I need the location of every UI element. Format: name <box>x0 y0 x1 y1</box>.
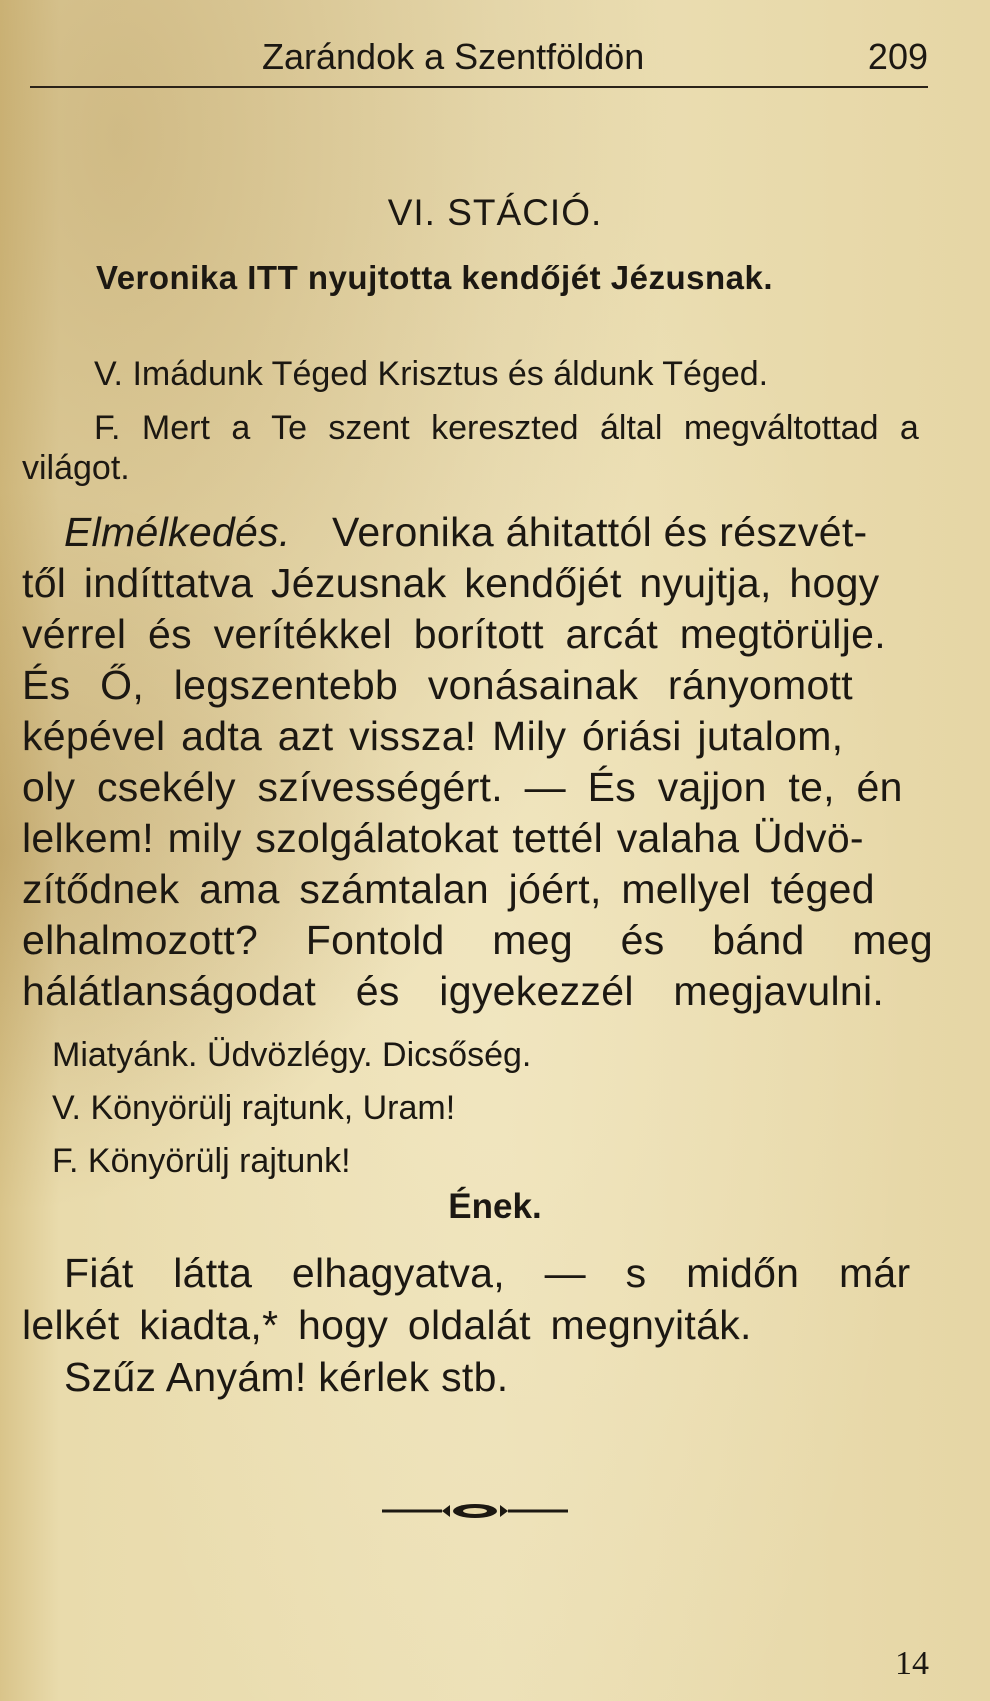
song-line-3: Szűz Anyám! kérlek stb. <box>64 1354 509 1400</box>
response-line-1: F. Mert a Te szent kereszted által megváltottad a <box>94 409 919 447</box>
response-line-2: világot. <box>22 449 130 487</box>
signature-mark: 14 <box>895 1645 929 1682</box>
song-title: Ének. <box>448 1187 542 1226</box>
song-line-2: lelkét kiadta,* hogy oldalát megnyiták. <box>22 1302 752 1348</box>
meditation-line-9: elhalmozott? Fontold meg és bánd meg <box>22 917 934 963</box>
page-number: 209 <box>867 36 928 77</box>
header-rule <box>30 86 928 88</box>
meditation-line-7: lelkem! mily szolgálatokat tettél valaha Üdvö- <box>22 815 864 861</box>
prayer-versicle: V. Könyörülj rajtunk, Uram! <box>52 1089 456 1127</box>
prayer-response: F. Könyörülj rajtunk! <box>52 1142 351 1180</box>
ornament-divider <box>380 1500 570 1522</box>
station-title: VI. STÁCIÓ. <box>387 192 603 233</box>
meditation-line-2: től indíttatva Jézusnak kendőjét nyujtja, hogy <box>22 560 880 606</box>
song-line-1: Fiát látta elhagyatva, — s midőn már <box>64 1250 911 1296</box>
meditation-line-3: vérrel és verítékkel borított arcát megtörülje. <box>22 611 886 657</box>
meditation-label: Elmélkedés. <box>64 509 291 555</box>
meditation-line-10: hálátlanságodat és igyekezzél megjavulni. <box>22 968 885 1014</box>
meditation-line-1 <box>64 509 928 556</box>
running-head <box>232 28 928 86</box>
station-subtitle: Veronika ITT nyujtotta kendőjét Jézusnak. <box>96 259 773 296</box>
meditation-line-8: zítődnek ama számtalan jóért, mellyel téged <box>22 866 875 912</box>
meditation-text: Veronika áhitattól és részvét- <box>332 509 868 555</box>
meditation-line-6: oly csekély szívességért. — És vajjon te, én <box>22 764 903 810</box>
ornament-divider-icon <box>380 1500 570 1522</box>
prayers-line: Miatyánk. Üdvözlégy. Dicsőség. <box>52 1036 532 1074</box>
meditation-line-4: És Ő, legszentebb vonásainak rányomott <box>22 662 853 708</box>
versicle-line: V. Imádunk Téged Krisztus és áldunk Téged. <box>94 355 769 393</box>
meditation-line-5: képével adta azt vissza! Mily óriási jutalom, <box>22 713 844 759</box>
running-head-title: Zarándok a Szentföldön <box>262 36 645 77</box>
